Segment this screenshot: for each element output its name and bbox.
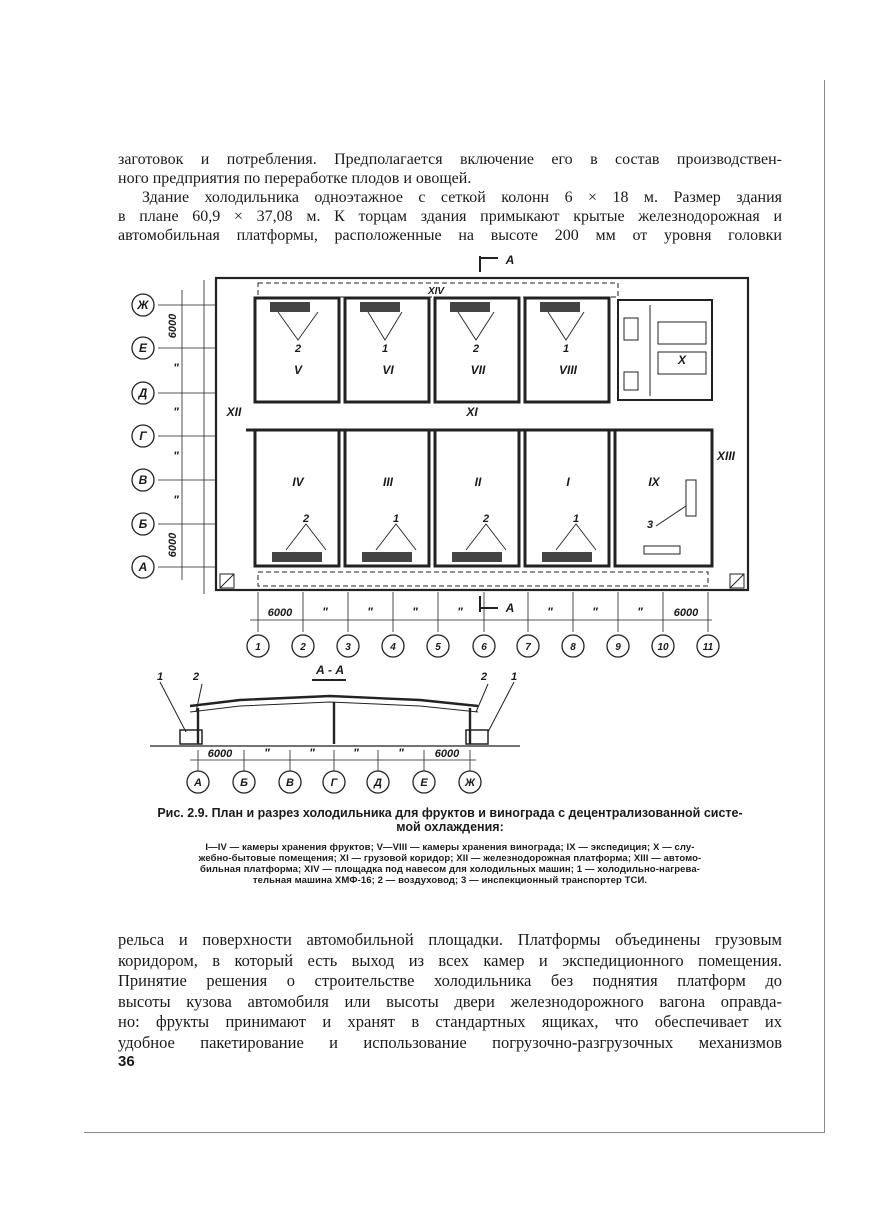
col-axis: 5	[435, 642, 441, 653]
text-line: в плане 60,9 × 37,08 м. К торцам здания примыкают крытые железнодорожная и	[118, 208, 782, 225]
corridor-label: XI	[466, 405, 478, 419]
section-axis: Е	[420, 777, 428, 789]
text-line: Принятие решения о строительстве холодильника без поднятия платформ до	[118, 971, 782, 990]
callout: 2	[472, 343, 480, 355]
text-line: Здание холодильника одноэтажное с сеткой колонн 6 × 18 м. Размер здания	[142, 189, 782, 206]
section-axis: Г	[330, 777, 338, 789]
room-x	[618, 300, 712, 400]
col-axis: 1	[255, 642, 261, 653]
dim-label-vertical: "	[173, 493, 179, 507]
dim-label: "	[637, 605, 643, 619]
col-axis: 10	[657, 642, 669, 653]
rail-platform-label: XII	[226, 405, 242, 419]
section-axis: Б	[240, 777, 248, 789]
dim-label-vertical: "	[173, 405, 179, 419]
room-iii	[345, 430, 429, 566]
dim-label: "	[592, 605, 598, 619]
dim-label: "	[457, 605, 463, 619]
dim-label-vertical: 6000	[167, 313, 179, 339]
text-line: ного предприятия по переработке плодов и овощей.	[118, 170, 472, 187]
canopy-label: XIV	[427, 286, 445, 297]
callout: 2	[294, 343, 302, 355]
text-line: высоты кузова автомобиля или высоты двери железнодорожного вагона оправда-	[118, 991, 782, 1011]
building-outline	[216, 278, 748, 590]
col-axis: 6	[481, 642, 487, 653]
section-callout: 1	[510, 671, 518, 683]
bottom-paragraph	[118, 930, 782, 1053]
figure-legend	[118, 842, 782, 886]
figure-caption-title	[118, 806, 782, 834]
text-line: удобное пакетирование и использование погрузочно-разгрузочных механизмов	[118, 1032, 782, 1052]
callout: 1	[572, 513, 580, 525]
room-label: III	[382, 475, 394, 489]
col-axis: 3	[345, 642, 351, 653]
callout: 2	[302, 513, 310, 525]
room-label: X	[677, 353, 687, 367]
dim-label: "	[547, 605, 553, 619]
text-line: рельса и поверхности автомобильной площадки. Платформы объединены грузовым	[118, 930, 782, 949]
section-callout: 2	[480, 671, 488, 683]
section-dim: "	[398, 746, 404, 760]
row-axis: А	[138, 560, 148, 574]
callout: 1	[381, 343, 389, 355]
row-axis: Ж	[137, 298, 149, 312]
section-axis: А	[194, 777, 202, 789]
col-axis: 8	[570, 642, 576, 653]
room-label: I	[566, 475, 570, 489]
room-label: VII	[470, 363, 486, 377]
section-dim: "	[353, 746, 359, 760]
canopy-bottom	[258, 572, 708, 586]
section-mark-top: А	[505, 253, 515, 267]
col-axis: 2	[300, 642, 306, 653]
text-line: но: фрукты принимают и хранят в стандартных ящиках, что обеспечивает их	[118, 1012, 782, 1031]
section-callout: 2	[192, 671, 200, 683]
callout: 3	[646, 519, 654, 531]
room-ii	[435, 430, 519, 566]
section-dim: "	[264, 746, 270, 760]
row-axis: Б	[138, 517, 148, 531]
dim-label: 6000	[267, 607, 293, 619]
legend-line: бильная платформа; XIV — площадка под навесом для холодильных машин; 1 — холодильно-нагрева-	[199, 864, 701, 875]
callout: 1	[392, 513, 400, 525]
room-i	[525, 430, 609, 566]
page-number: 36	[118, 1053, 135, 1070]
room-label: IX	[648, 475, 660, 489]
legend-line: I—IV — камеры хранения фруктов; V—VIII — камеры хранения винограда; IX — экспедиция; X — слу-	[205, 842, 695, 853]
section-axis: Д	[374, 777, 382, 789]
dim-label: "	[322, 605, 328, 619]
section-axis: В	[286, 777, 294, 789]
row-axis: Г	[139, 429, 147, 443]
dim-label: "	[367, 605, 373, 619]
room-label: IV	[292, 475, 304, 489]
room-label: V	[293, 363, 303, 377]
dim-label-vertical: "	[173, 449, 179, 463]
callout: 2	[482, 513, 490, 525]
section-callout: 1	[156, 671, 164, 683]
row-axis: Е	[138, 341, 148, 355]
legend-line: жебно-бытовые помещения; XI — грузовой коридор; XII — железнодорожная платформа; XIII — автомо-	[198, 853, 702, 864]
legend-line: тельная машина ХМФ-16; 2 — воздуховод; 3 — инспекционный транспортер ТСИ.	[252, 875, 648, 886]
text-line: автомобильная платформы, расположенные на высоте 200 мм от уровня головки	[118, 227, 782, 244]
section-dim: 6000	[434, 748, 460, 760]
dim-label: 6000	[673, 607, 699, 619]
section-mark-bottom: А	[505, 601, 515, 615]
col-axis: 7	[525, 642, 531, 653]
row-axis: Д	[138, 386, 148, 400]
room-label: VI	[382, 363, 394, 377]
callout: 1	[562, 343, 570, 355]
room-iv	[255, 430, 339, 566]
row-axis: В	[138, 473, 148, 487]
col-axis: 11	[702, 642, 714, 653]
section-dim: "	[309, 746, 315, 760]
dim-label: "	[412, 605, 418, 619]
text-line: заготовок и потребления. Предполагается включение его в состав производствен-	[118, 151, 782, 168]
caption-line: Рис. 2.9. План и разрез холодильника для фруктов и винограда с децентрализованной систе-	[157, 806, 743, 820]
room-label: VIII	[558, 363, 578, 377]
section-title: А - А	[316, 663, 344, 677]
section-dim: 6000	[207, 748, 233, 760]
caption-line: мой охлаждения:	[396, 820, 504, 834]
room-label: II	[474, 475, 482, 489]
dim-label-vertical: "	[173, 361, 179, 375]
truck-platform-label: XIII	[716, 449, 736, 463]
text-line: коридором, в который есть выход из всех камер и экспедиционного помещения.	[118, 950, 782, 970]
section-axis: Ж	[464, 777, 476, 789]
dim-label-vertical: 6000	[167, 532, 179, 558]
col-axis: 4	[390, 642, 396, 653]
col-axis: 9	[615, 642, 621, 653]
